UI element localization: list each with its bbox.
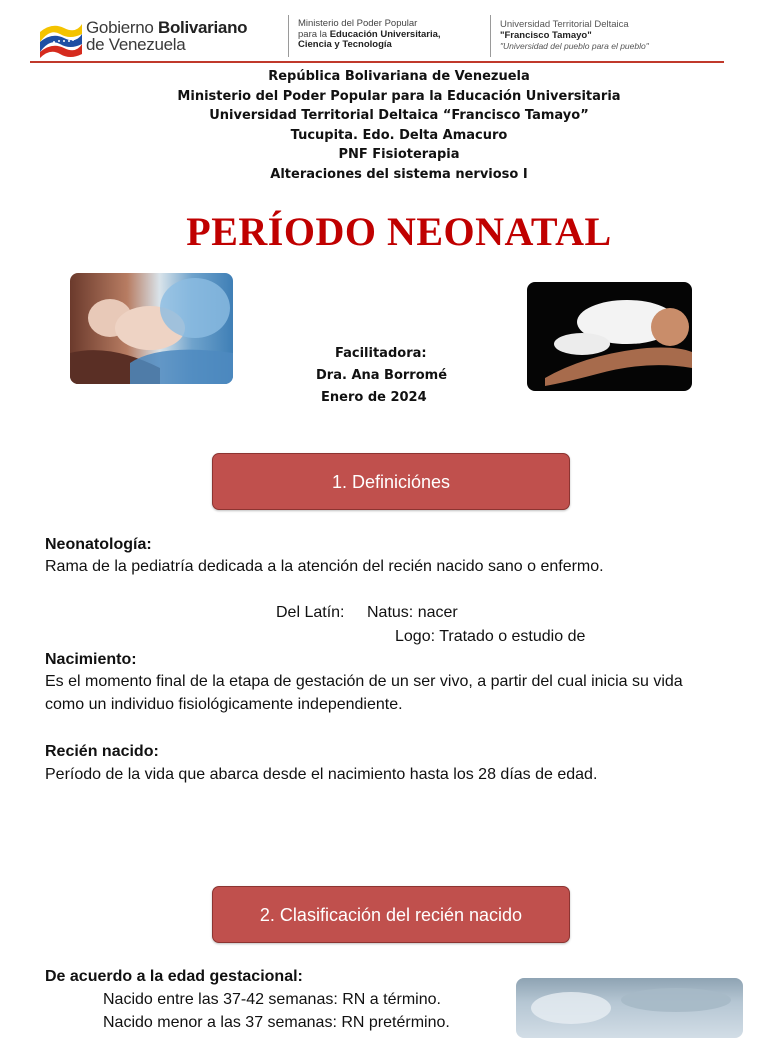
facilitator-label: Facilitadora: xyxy=(335,346,427,361)
baby-sleeping-photo xyxy=(527,282,692,391)
page-title: PERÍODO NEONATAL xyxy=(186,209,612,254)
header-divider xyxy=(288,15,289,57)
facilitator-name: Dra. Ana Borromé xyxy=(316,368,448,383)
gov-logo-text: Gobierno Bolivariano de Venezuela xyxy=(86,18,248,54)
newborn-delivery-photo xyxy=(70,273,233,384)
institution-line: Tucupita. Edo. Delta Amacuro xyxy=(290,127,508,143)
latin-natus: Natus: nacer xyxy=(367,604,458,621)
institution-line: PNF Fisioterapia xyxy=(338,147,460,162)
institution-block xyxy=(0,67,768,184)
ministry-logo-text: Ministerio del Poder Popular para la Educación Universitaria, Ciencia y Tecnología xyxy=(298,18,441,50)
institution-line: República Bolivariana de Venezuela xyxy=(268,69,530,84)
definition-neonatologia: Rama de la pediatría dedicada a la atención del recién nacido sano o enfermo. xyxy=(45,558,604,575)
header-rule xyxy=(30,61,724,63)
venezuela-flag-logo xyxy=(38,18,84,58)
institution-line: Alteraciones del sistema nervioso I xyxy=(270,166,528,182)
term-recien-nacido: Recién nacido: xyxy=(45,743,159,760)
university-logo-text: Universidad Territorial Deltaica "Francisco Tamayo" "Universidad del pueblo para el pueblo" xyxy=(500,19,649,51)
institution-line: Ministerio del Poder Popular para la Educación Universitaria xyxy=(177,88,621,104)
institution-line: Universidad Territorial Deltaica “Francisco Tamayo” xyxy=(209,108,589,123)
latin-logo: Logo: Tratado o estudio de xyxy=(395,628,586,645)
latin-label: Del Latín: xyxy=(276,604,345,621)
classification-item: Nacido menor a las 37 semanas: RN pretérmino. xyxy=(103,1014,450,1031)
definition-recien-nacido: Período de la vida que abarca desde el nacimiento hasta los 28 días de edad. xyxy=(45,766,598,783)
definition-nacimiento: Es el momento final de la etapa de gestación de un ser vivo, a partir del cual inicia su vida como un individuo fisiológicamente independiente. xyxy=(45,673,683,713)
term-nacimiento: Nacimiento: xyxy=(45,651,137,668)
term-neonatologia: Neonatología: xyxy=(45,536,152,553)
incubator-photo xyxy=(516,978,743,1038)
facilitator-date: Enero de 2024 xyxy=(321,390,427,405)
section-header-classification: 2. Clasificación del recién nacido xyxy=(212,886,570,943)
classification-item: Nacido entre las 37-42 semanas: RN a término. xyxy=(103,991,441,1008)
header-divider xyxy=(490,15,491,57)
section-header-definitions: 1. Definiciónes xyxy=(212,453,570,510)
classification-heading: De acuerdo a la edad gestacional: xyxy=(45,968,303,985)
header-logos xyxy=(30,12,724,64)
